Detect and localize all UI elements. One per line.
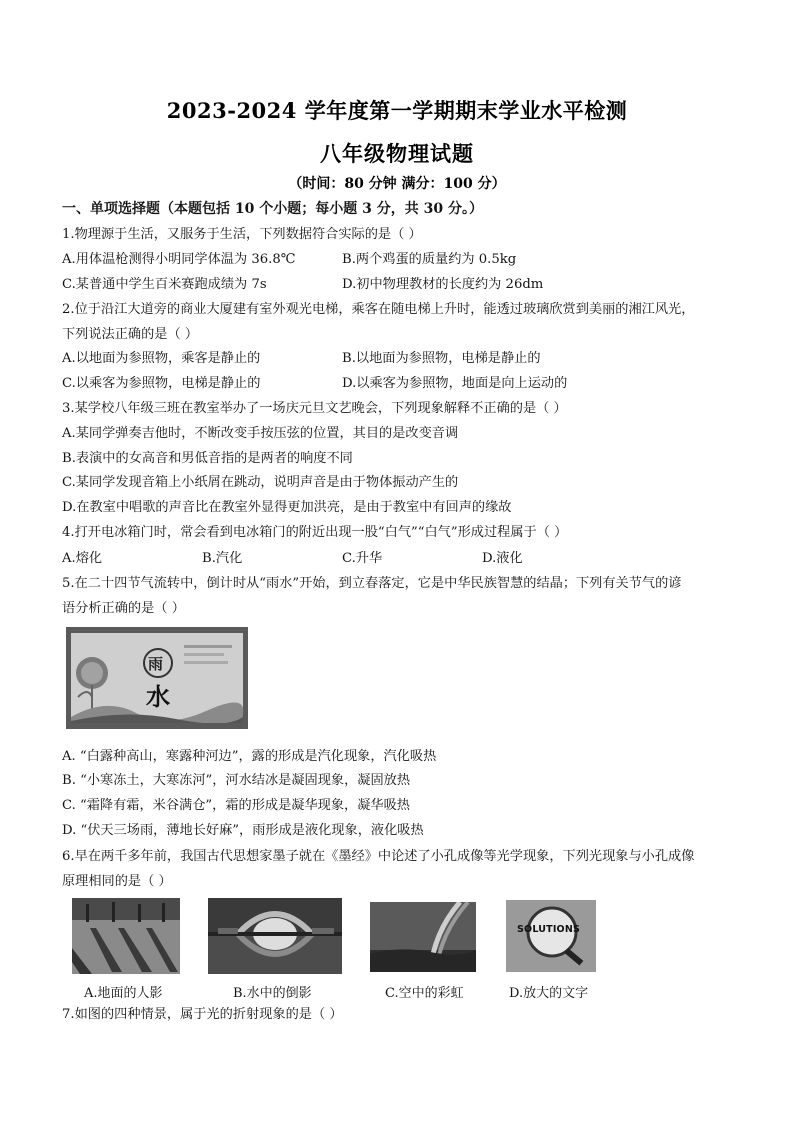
section-heading: 一、单项选择题（本题包括 10 个小题；每小题 3 分，共 30 分。）	[62, 201, 483, 217]
magnifier-text: SOLUTIONS	[517, 924, 581, 935]
exam-meta: （时间：80 分钟 满分：100 分）	[288, 176, 506, 192]
q5-option-d: D. “伏天三场雨，薄地长好麻”，雨形成是液化现象，液化吸热	[62, 823, 424, 838]
yushui-char-top: 雨	[148, 655, 164, 673]
q4-stem: 4.打开电冰箱门时，常会看到电冰箱门的附近出现一股“白气”“白气”形成过程属于（ ）	[62, 525, 568, 540]
q6-figure-b-reflection	[208, 898, 342, 974]
q2-option-a: A.以地面为参照物，乘客是静止的	[62, 351, 261, 366]
q1-option-a: A.用体温枪测得小明同学体温为 36.8℃	[62, 252, 296, 267]
q4-option-d: D.液化	[482, 551, 523, 566]
exam-subtitle: 八年级物理试题	[320, 141, 474, 166]
q6-option-d: D.放大的文字	[509, 986, 589, 1001]
q5-option-b: B. “小寒冻土，大寒冻河”，河水结冰是凝固现象，凝固放热	[62, 773, 411, 788]
q1-option-c: C.某普通中学生百米赛跑成绩为 7s	[62, 277, 267, 292]
q5-stem-line2: 语分析正确的是（ ）	[62, 601, 185, 616]
q3-option-c: C.某同学发现音箱上小纸屑在跳动，说明声音是由于物体振动产生的	[62, 475, 459, 490]
rainbow-photo	[370, 902, 476, 972]
q6-figure-a-shadow	[72, 898, 180, 974]
q3-option-a: A.某同学弹奏吉他时，不断改变手按压弦的位置，其目的是改变音调	[62, 426, 459, 441]
q6-stem-line1: 6.早在两千多年前，我国古代思想家墨子就在《墨经》中论述了小孔成像等光学现象，下列光现象与小孔成像	[62, 849, 695, 864]
q6-stem-line2: 原理相同的是（ ）	[62, 874, 172, 889]
q1-option-d: D.初中物理教材的长度约为 26dm	[342, 277, 544, 292]
q2-stem-line1: 2.位于沿江大道旁的商业大厦建有室外观光电梯，乘客在随电梯上升时，能透过玻璃欣赏到美丽的湘江风光，	[62, 302, 695, 317]
q6-figure-c-rainbow	[370, 902, 476, 972]
q2-option-b: B.以地面为参照物，电梯是静止的	[342, 351, 541, 366]
q5-stem-line1: 5.在二十四节气流转中，倒计时从“雨水”开始，到立春落定，它是中华民族智慧的结晶；下列有关节气的谚	[62, 576, 682, 591]
exam-title: 2023-2024 学年度第一学期期末学业水平检测	[166, 98, 628, 123]
q4-option-b: B.汽化	[202, 551, 243, 566]
q3-option-b: B.表演中的女高音和男低音指的是两者的响度不同	[62, 451, 353, 466]
magnifier-photo	[506, 900, 596, 972]
q2-stem-line2: 下列说法正确的是（ ）	[62, 327, 199, 342]
q7-stem: 7.如图的四种情景，属于光的折射现象的是（ ）	[62, 1007, 343, 1022]
q4-option-c: C.升华	[342, 551, 383, 566]
q6-option-b: B.水中的倒影	[233, 986, 312, 1001]
q6-option-c: C.空中的彩虹	[385, 986, 464, 1001]
q4-option-a: A.熔化	[62, 551, 103, 566]
yushui-char-bottom: 水	[146, 682, 170, 711]
q1-stem: 1.物理源于生活，又服务于生活，下列数据符合实际的是（ ）	[62, 227, 422, 242]
q3-option-d: D.在教室中唱歌的声音比在教室外显得更加洪亮，是由于教室中有回声的缘故	[62, 500, 512, 515]
q5-figure-yushui	[66, 627, 248, 729]
reflection-photo	[208, 898, 342, 974]
q6-option-a: A.地面的人影	[84, 986, 163, 1001]
q2-option-d: D.以乘客为参照物，地面是向上运动的	[342, 376, 568, 391]
q6-figure-d-magnifier	[506, 900, 596, 972]
q5-option-c: C. “霜降有霜，米谷满仓”，霜的形成是凝华现象，凝华吸热	[62, 798, 410, 813]
shadow-photo	[72, 898, 180, 974]
q5-option-a: A. “白露种高山，寒露种河边”，露的形成是汽化现象，汽化吸热	[62, 749, 437, 764]
q3-stem: 3.某学校八年级三班在教室举办了一场庆元旦文艺晚会，下列现象解释不正确的是（ ）	[62, 401, 567, 416]
q1-option-b: B.两个鸡蛋的质量约为 0.5kg	[342, 252, 517, 267]
q2-option-c: C.以乘客为参照物，电梯是静止的	[62, 376, 261, 391]
